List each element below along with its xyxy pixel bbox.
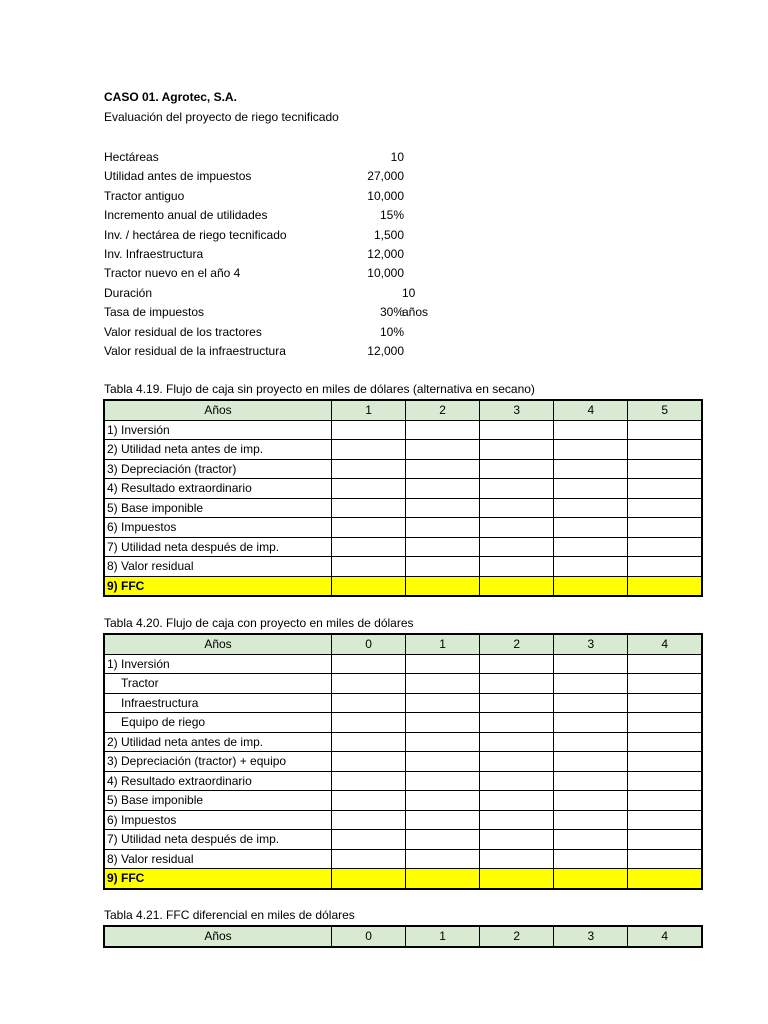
data-cell[interactable] [406,479,480,499]
table-header-row [104,400,702,420]
data-cell[interactable] [332,732,406,752]
data-cell[interactable] [332,713,406,733]
data-cell[interactable] [554,869,628,889]
header-cell: 0 [332,634,406,654]
data-cell[interactable] [628,810,702,830]
data-cell[interactable] [554,752,628,772]
table-row [104,830,702,850]
param-label: Valor residual de los tractores [104,324,262,339]
table-row [104,791,702,811]
param-row [104,187,444,206]
parameters-list [104,148,444,361]
param-label: Incremento anual de utilidades [104,208,268,223]
param-value: 10,000 [367,188,404,203]
param-value: 10 años [402,285,429,320]
data-cell[interactable] [480,654,554,674]
data-cell[interactable] [406,732,480,752]
data-cell[interactable] [332,576,406,596]
row-label: 7) Utilidad neta después de imp. [104,537,332,557]
data-cell[interactable] [480,674,554,694]
header-cell: 3 [480,400,554,420]
param-value: 10 [390,150,404,164]
data-cell[interactable] [332,440,406,460]
table-row [104,693,702,713]
data-cell[interactable] [332,557,406,577]
param-row [104,148,444,167]
row-label: 1) Inversión [104,654,332,674]
data-cell[interactable] [628,479,702,499]
header-cell: 3 [554,926,628,947]
param-label: Tractor nuevo en el año 4 [104,266,241,281]
header-cell: 4 [628,926,702,947]
table-419-caption: Tabla 4.19. Flujo de caja sin proyecto en miles de dólares (alternativa en secano) [104,382,535,396]
data-cell[interactable] [332,459,406,479]
data-cell[interactable] [628,732,702,752]
data-cell[interactable] [480,849,554,869]
row-label: 4) Resultado extraordinario [104,771,332,791]
data-cell[interactable] [480,420,554,440]
data-cell[interactable] [332,771,406,791]
ffc-row [104,576,702,596]
data-cell[interactable] [480,771,554,791]
data-cell[interactable] [554,674,628,694]
param-label: Valor residual de la infraestructura [104,343,286,358]
param-row [104,342,444,361]
table-row [104,713,702,733]
data-cell[interactable] [628,498,702,518]
data-cell[interactable] [480,518,554,538]
data-cell[interactable] [406,537,480,557]
data-cell[interactable] [628,693,702,713]
row-label: 8) Valor residual [104,849,332,869]
data-cell[interactable] [628,830,702,850]
data-cell[interactable] [628,576,702,596]
param-value: 10,000 [367,266,404,281]
data-cell[interactable] [480,791,554,811]
table-row [104,459,702,479]
param-value: 12,000 [367,343,404,358]
param-label: Duración [104,285,153,300]
data-cell[interactable] [628,537,702,557]
data-cell[interactable] [406,576,480,596]
param-value: 27,000 [367,169,404,184]
table-420 [103,633,703,890]
data-cell[interactable] [406,791,480,811]
param-label: Tractor antiguo [104,188,185,203]
data-cell[interactable] [332,537,406,557]
data-cell[interactable] [554,498,628,518]
data-cell[interactable] [554,771,628,791]
data-cell[interactable] [554,791,628,811]
row-label: 3) Depreciación (tractor) + equipo [104,752,332,772]
data-cell[interactable] [628,771,702,791]
data-cell[interactable] [480,713,554,733]
data-cell[interactable] [628,459,702,479]
table-row [104,498,702,518]
row-label: 4) Resultado extraordinario [104,479,332,499]
data-cell[interactable] [480,479,554,499]
table-row [104,518,702,538]
data-cell[interactable] [480,869,554,889]
table-row [104,654,702,674]
data-cell[interactable] [332,498,406,518]
table-419 [103,399,703,597]
table-header-row [104,926,702,947]
data-cell[interactable] [332,420,406,440]
row-label: 6) Impuestos [104,810,332,830]
param-value: 30% [379,305,404,320]
ffc-row [104,869,702,889]
row-label: 9) FFC [104,869,332,889]
table-row [104,771,702,791]
row-label: 7) Utilidad neta después de imp. [104,830,332,850]
param-row [104,206,444,225]
data-cell[interactable] [628,440,702,460]
data-cell[interactable] [554,518,628,538]
header-cell: 2 [480,634,554,654]
data-cell[interactable] [480,440,554,460]
table-row [104,674,702,694]
data-cell[interactable] [554,440,628,460]
data-cell[interactable] [554,732,628,752]
table-row [104,440,702,460]
data-cell[interactable] [554,693,628,713]
data-cell[interactable] [406,693,480,713]
param-value: 12,000 [367,246,404,261]
data-cell[interactable] [332,830,406,850]
data-cell[interactable] [628,654,702,674]
data-cell[interactable] [406,654,480,674]
header-cell: 2 [480,926,554,947]
data-cell[interactable] [480,557,554,577]
param-label: Utilidad antes de impuestos [104,169,252,184]
case-subtitle: Evaluación del proyecto de riego tecnificado [104,110,339,124]
data-cell[interactable] [480,752,554,772]
row-label: 9) FFC [104,576,332,596]
table-row [104,849,702,869]
data-cell[interactable] [628,869,702,889]
row-label: 2) Utilidad neta antes de imp. [104,440,332,460]
data-cell[interactable] [628,420,702,440]
header-cell: Años [104,400,332,420]
row-label: 3) Depreciación (tractor) [104,459,332,479]
data-cell[interactable] [554,479,628,499]
data-cell[interactable] [406,459,480,479]
case-title: CASO 01. Agrotec, S.A. [104,90,237,104]
param-row [104,264,444,283]
data-cell[interactable] [480,693,554,713]
data-cell[interactable] [554,576,628,596]
data-cell[interactable] [628,849,702,869]
param-row [104,167,444,186]
param-label: Inv. / hectárea de riego tecnificado [104,227,287,242]
data-cell[interactable] [554,849,628,869]
data-cell[interactable] [406,420,480,440]
data-cell[interactable] [332,752,406,772]
data-cell[interactable] [406,752,480,772]
header-cell: 1 [406,634,480,654]
header-cell: 1 [332,400,406,420]
data-cell[interactable] [332,849,406,869]
data-cell[interactable] [332,869,406,889]
data-cell[interactable] [406,771,480,791]
row-label: 8) Valor residual [104,557,332,577]
data-cell[interactable] [480,498,554,518]
data-cell[interactable] [406,518,480,538]
row-label: 5) Base imponible [104,791,332,811]
table-row [104,732,702,752]
data-cell[interactable] [406,830,480,850]
data-cell[interactable] [406,498,480,518]
data-cell[interactable] [628,713,702,733]
param-label: Tasa de impuestos [104,305,205,320]
data-cell[interactable] [332,791,406,811]
header-cell: 4 [554,400,628,420]
data-cell[interactable] [406,440,480,460]
table-421-caption: Tabla 4.21. FFC diferencial en miles de dólares [104,908,355,922]
data-cell[interactable] [554,810,628,830]
data-cell[interactable] [332,479,406,499]
data-cell[interactable] [480,576,554,596]
header-cell: 3 [554,634,628,654]
data-cell[interactable] [406,849,480,869]
data-cell[interactable] [554,654,628,674]
table-row [104,537,702,557]
data-cell[interactable] [628,674,702,694]
param-row [104,245,444,264]
data-cell[interactable] [554,459,628,479]
data-cell[interactable] [406,557,480,577]
row-label: Equipo de riego [104,713,332,733]
row-label: 1) Inversión [104,420,332,440]
header-cell: 2 [406,400,480,420]
data-cell[interactable] [406,810,480,830]
param-value: 10% [379,324,404,339]
data-cell[interactable] [480,830,554,850]
row-label: 6) Impuestos [104,518,332,538]
table-header-row [104,634,702,654]
header-cell: Años [104,926,332,947]
data-cell[interactable] [332,693,406,713]
header-cell: 5 [628,400,702,420]
data-cell[interactable] [554,420,628,440]
row-label: Tractor [104,674,332,694]
data-cell[interactable] [480,459,554,479]
data-cell[interactable] [406,713,480,733]
data-cell[interactable] [406,674,480,694]
data-cell[interactable] [554,557,628,577]
param-value: 15% [379,208,404,223]
table-row [104,810,702,830]
data-cell[interactable] [480,537,554,557]
row-label: Infraestructura [104,693,332,713]
header-cell: 4 [628,634,702,654]
param-value: 1,500 [373,227,404,242]
table-row [104,479,702,499]
data-cell[interactable] [628,752,702,772]
param-row [104,226,444,245]
data-cell[interactable] [554,830,628,850]
data-cell[interactable] [406,869,480,889]
data-cell[interactable] [554,713,628,733]
table-row [104,752,702,772]
param-label: Inv. Infraestructura [104,246,204,261]
data-cell[interactable] [480,732,554,752]
data-cell[interactable] [628,791,702,811]
param-row [104,303,444,322]
data-cell[interactable] [332,810,406,830]
table-row [104,420,702,440]
table-420-caption: Tabla 4.20. Flujo de caja con proyecto en miles de dólares [104,616,414,630]
param-row [104,323,444,342]
header-cell: 1 [406,926,480,947]
table-row [104,557,702,577]
data-cell[interactable] [554,537,628,557]
param-label: Hectáreas [104,150,159,164]
data-cell[interactable] [480,810,554,830]
table-421 [103,925,703,948]
header-cell: 0 [332,926,406,947]
row-label: 5) Base imponible [104,498,332,518]
data-cell[interactable] [628,518,702,538]
data-cell[interactable] [332,654,406,674]
data-cell[interactable] [628,557,702,577]
header-cell: Años [104,634,332,654]
row-label: 2) Utilidad neta antes de imp. [104,732,332,752]
data-cell[interactable] [332,518,406,538]
data-cell[interactable] [332,674,406,694]
